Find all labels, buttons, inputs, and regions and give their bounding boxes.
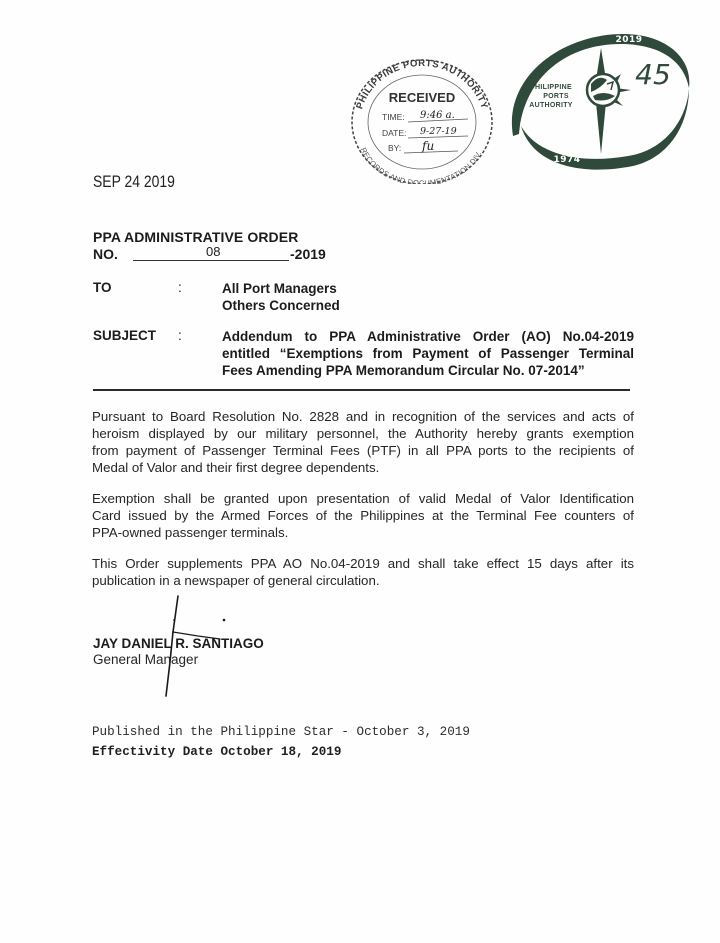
paragraph-line: publication in a newspaper of general circulation.	[92, 573, 380, 588]
paragraph-line: Pursuant to Board Resolution No. 2828 and in recognition of the services and acts of	[92, 409, 634, 424]
stamp-date-value: 9-27-19	[420, 126, 457, 137]
effectivity-date: Effectivity Date October 18, 2019	[92, 745, 342, 759]
paragraph-3	[92, 555, 634, 589]
paragraph-line: Card issued by the Armed Forces of the Philippines at the Terminal Fee counters of	[92, 508, 634, 523]
header-divider	[93, 389, 630, 391]
paragraph-line: Exemption shall be granted upon presentation of valid Medal of Valor Identification	[92, 491, 634, 506]
order-number-underline	[133, 260, 289, 261]
paragraph-1	[92, 408, 634, 476]
stamp-title: RECEIVED	[388, 90, 456, 105]
subject-colon: :	[178, 328, 182, 343]
logo-anniversary-number: 45	[635, 58, 671, 91]
subject-line: entitled “Exemptions from Payment of Passenger Terminal	[222, 346, 634, 361]
paragraph-line: This Order supplements PPA AO No.04-2019 and shall take effect 15 days after its	[92, 556, 634, 571]
publication-note: Published in the Philippine Star - October 3, 2019	[92, 725, 470, 739]
ppa-logo-graphic	[503, 26, 698, 176]
logo-year-bottom: 1974	[553, 155, 581, 165]
subject-text	[222, 328, 634, 379]
order-number-value: 08	[206, 244, 221, 259]
stamp-date-label: DATE:	[382, 128, 407, 138]
stamp-by-label: BY:	[388, 143, 402, 153]
subject-label: SUBJECT	[93, 328, 157, 343]
stamp-time-label: TIME:	[382, 112, 405, 122]
paragraph-line: PPA-owned passenger terminals.	[92, 525, 289, 540]
date-stamp: SEP 24 2019	[93, 172, 175, 191]
to-colon: :	[178, 280, 182, 295]
subject-line: Addendum to PPA Administrative Order (AO) No.04-2019	[222, 329, 634, 344]
logo-year-top: 2019	[615, 35, 643, 45]
logo-org-line1: PHILIPPINE	[530, 84, 572, 91]
signer-title: General Manager	[93, 652, 199, 667]
order-number-label: NO.	[93, 246, 118, 262]
paragraph-line: from payment of Passenger Terminal Fees (PTF) in all PPA ports to the recipients of	[92, 443, 634, 458]
recipient-line: All Port Managers	[222, 281, 337, 296]
paragraph-2	[92, 490, 634, 541]
signer-name: JAY DANIEL R. SANTIAGO	[93, 636, 264, 651]
stamp-ring-top-text: PHILIPPINE PORTS AUTHORITY	[354, 58, 490, 111]
to-label: TO	[93, 280, 112, 295]
ppa-45th-anniversary-logo	[503, 26, 698, 176]
order-number	[93, 246, 393, 266]
to-recipients	[222, 280, 340, 314]
logo-org-line3: AUTHORITY	[529, 102, 573, 109]
order-title: PPA ADMINISTRATIVE ORDER	[93, 229, 299, 245]
logo-org-line2: PORTS	[543, 93, 569, 100]
received-stamp-graphic	[338, 46, 503, 184]
stamp-by-initials: fu	[422, 139, 435, 153]
stamp-ring-bottom-text: RECORDS AND DOCUMENTATION DIV.	[358, 146, 484, 184]
stamp-time-value: 9:46 a.	[420, 110, 455, 121]
paragraph-line: heroism displayed by our military personnel, the Authority hereby grants exemption	[92, 426, 634, 441]
subject-line: Fees Amending PPA Memorandum Circular No. 07-2014”	[222, 363, 585, 378]
received-stamp	[338, 46, 503, 184]
recipient-line: Others Concerned	[222, 298, 340, 313]
order-number-year: -2019	[290, 246, 326, 262]
paragraph-line: Medal of Valor and their first degree dependents.	[92, 460, 380, 475]
